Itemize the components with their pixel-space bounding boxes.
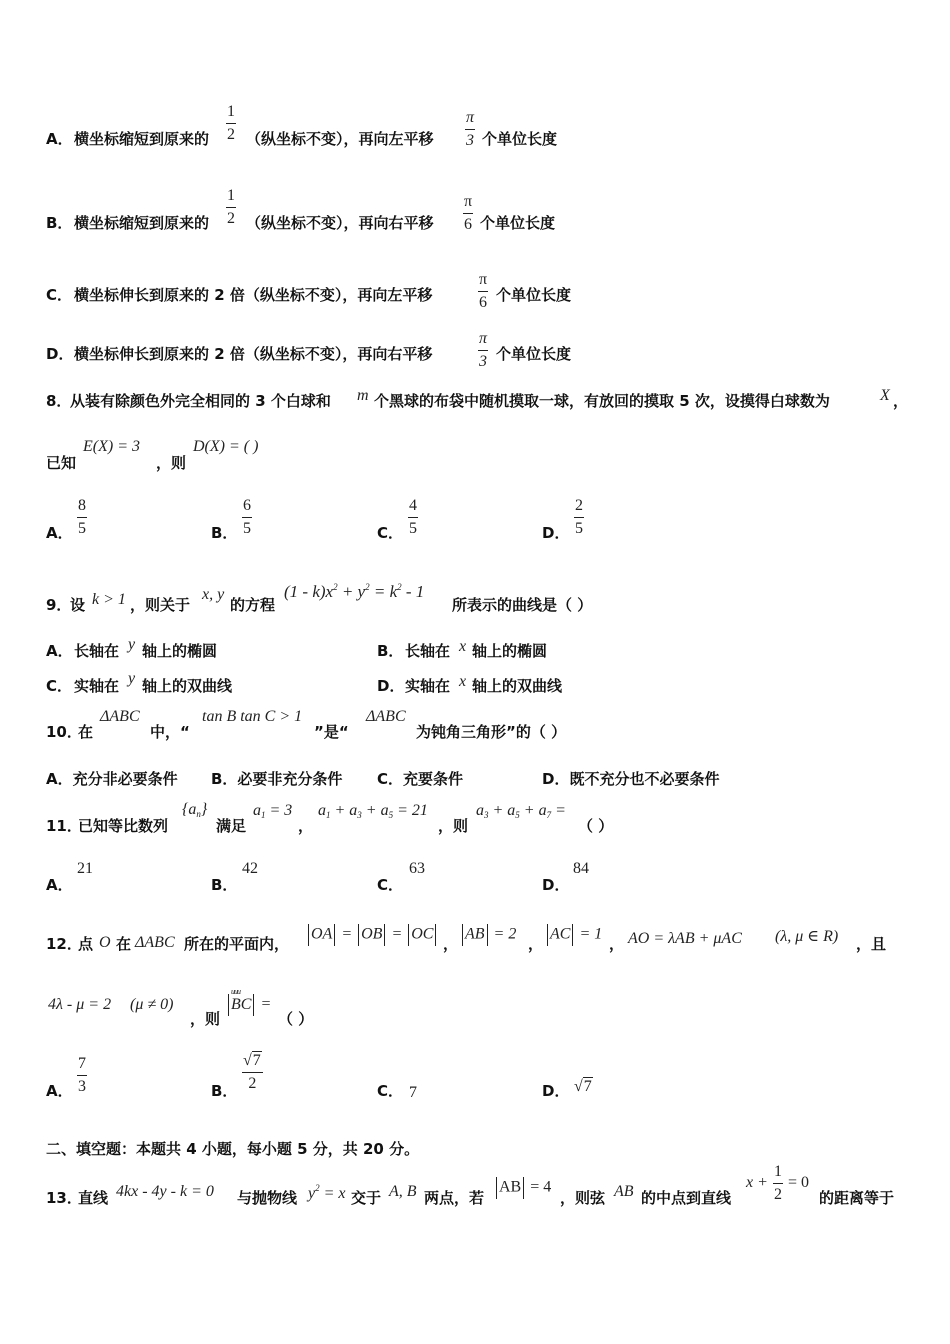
triangle-abc: ΔABC [366, 708, 406, 725]
option-value: √7 [574, 1078, 592, 1095]
section-heading: 二、填空题：本题共 4 小题，每小题 5 分，共 20 分。 [46, 1140, 420, 1158]
option-label[interactable]: A． [46, 876, 73, 894]
question-text: ， [528, 935, 544, 953]
question-text: ，则 [438, 817, 469, 835]
triangle-abc: ΔABC [135, 934, 175, 951]
option-text: 横坐标伸长到原来的 2 倍（纵坐标不变），再向左平移 [74, 286, 433, 304]
var-x: x [459, 638, 467, 655]
var-y: y [128, 670, 136, 687]
question-text: ， [298, 817, 314, 835]
option-c[interactable]: C．充要条件 [377, 770, 464, 788]
option-value: 63 [409, 860, 425, 877]
question-text: 直线 [78, 1189, 109, 1207]
question-text: ， [443, 935, 459, 953]
question-text: ，则弦 [560, 1189, 606, 1207]
option-value: 7 [409, 1084, 417, 1101]
option-text: 实轴在 [74, 677, 120, 695]
option-label[interactable]: D． [542, 876, 570, 894]
question-text: 从装有除颜色外完全相同的 3 个白球和 [70, 392, 331, 410]
option-text: 轴上的椭圆 [142, 642, 218, 660]
option-text: 长轴在 [405, 642, 451, 660]
parabola-equation: $y^2 = x$ [308, 1183, 346, 1202]
points-ab: A, B [389, 1183, 417, 1200]
question-text: 设 [70, 596, 86, 614]
question-text: ”是“ [314, 723, 349, 741]
target-sum: $a_3 + a_5 + a_7$ = [476, 802, 566, 820]
vector-bc-magnitude: uuu BC = [226, 994, 271, 1016]
option-fraction: 2 5 [575, 497, 583, 537]
question-text: ，则 [156, 454, 187, 472]
question-text: ， [893, 392, 909, 410]
expectation-formula: E(X) = 3 [83, 438, 140, 455]
variables: x, y [202, 586, 225, 603]
option-label[interactable]: D． [542, 524, 570, 542]
option-label[interactable]: B． [211, 524, 238, 542]
option-label[interactable]: A． [46, 524, 73, 542]
option-fraction: 4 5 [409, 497, 417, 537]
question-text: （ ） [578, 817, 614, 835]
fraction-one-half: 1 2 [227, 187, 235, 227]
option-text: 轴上的椭圆 [472, 642, 548, 660]
option-label[interactable]: C． [377, 876, 404, 894]
option-b[interactable]: B．必要非充分条件 [211, 770, 343, 788]
option-text: 个单位长度 [496, 286, 572, 304]
lambda-mu-equation: 4λ - μ = 2 [48, 996, 112, 1013]
option-fraction: 6 5 [243, 497, 251, 537]
option-label[interactable]: D． [377, 677, 405, 695]
question-text: 点 [78, 935, 94, 953]
fraction-one-half: 1 2 [227, 103, 235, 143]
directrix-rhs: = 0 [788, 1174, 810, 1191]
option-value: 21 [77, 860, 93, 877]
question-text: ，则关于 [130, 596, 191, 614]
question-number: 11． [46, 817, 82, 835]
point-o: O [99, 934, 111, 951]
question-text: 的中点到直线 [641, 1189, 732, 1207]
question-text: 的方程 [230, 596, 276, 614]
option-text: 个单位长度 [480, 214, 556, 232]
option-d[interactable]: D．既不充分也不必要条件 [542, 770, 720, 788]
line-equation: 4kx - 4y - k = 0 [116, 1183, 214, 1200]
fraction-one-half: 1 2 [774, 1163, 782, 1203]
option-text: 横坐标缩短到原来的 [74, 214, 210, 232]
directrix-lhs: x + [746, 1174, 768, 1191]
question-number: 10． [46, 723, 82, 741]
option-fraction: √7 2 [243, 1052, 261, 1092]
parameter-domain: (λ, μ ∈ R) [775, 928, 839, 945]
option-text: 轴上的双曲线 [142, 677, 233, 695]
var-m: m [357, 387, 369, 404]
question-text: 在 [78, 723, 94, 741]
question-text: ，且 [856, 935, 887, 953]
sequence-an: $\{a_n\}$ [182, 801, 208, 819]
option-label: A． [46, 130, 73, 148]
option-text: 个单位长度 [482, 130, 558, 148]
fraction-pi-over-6: π 6 [479, 271, 488, 311]
condition-formula: tan B tan C > 1 [202, 708, 303, 725]
question-number: 8． [46, 392, 72, 410]
option-text: 横坐标缩短到原来的 [74, 130, 210, 148]
question-text: 已知 [46, 454, 77, 472]
mu-condition: (μ ≠ 0) [130, 996, 174, 1013]
length-ac: AC = 1 [545, 924, 602, 946]
length-ab: AB = 2 [460, 924, 516, 946]
variance-formula: D(X) = ( ) [193, 438, 259, 455]
question-text: 所在的平面内， [184, 935, 290, 953]
question-text: 个黑球的布袋中随机摸取一球，有放回的摸取 5 次，设摸得白球数为 [374, 392, 830, 410]
option-text: 实轴在 [405, 677, 451, 695]
option-text: 横坐标伸长到原来的 2 倍（纵坐标不变），再向右平移 [74, 345, 433, 363]
chord-ab: AB [614, 1183, 634, 1200]
question-text: 交于 [351, 1189, 382, 1207]
condition-sum: $a_1 + a_3 + a_5 = 21$ [318, 802, 428, 820]
option-value: 42 [242, 860, 258, 877]
option-text: 轴上的双曲线 [472, 677, 563, 695]
question-text: 为钝角三角形”的（ ） [416, 723, 567, 741]
option-label[interactable]: A． [46, 1082, 73, 1100]
condition-formula: k > 1 [92, 591, 126, 608]
option-text: （纵坐标不变），再向左平移 [246, 130, 434, 148]
question-text: 两点，若 [424, 1189, 485, 1207]
question-number: 13． [46, 1189, 82, 1207]
option-text: 长轴在 [74, 642, 120, 660]
question-text: 已知等比数列 [78, 817, 169, 835]
var-x: x [459, 673, 467, 690]
option-text: 个单位长度 [496, 345, 572, 363]
fraction-pi-over-3: π 3 [466, 109, 475, 149]
option-a[interactable]: A．充分非必要条件 [46, 770, 178, 788]
question-text: 中，“ [150, 723, 190, 741]
question-text: ， [609, 935, 625, 953]
question-text: （ ） [278, 1010, 314, 1028]
triangle-abc: ΔABC [100, 708, 140, 725]
question-text: 满足 [216, 817, 247, 835]
option-label: D． [46, 345, 74, 363]
equal-magnitudes: OA = OB = OC [306, 924, 438, 946]
fraction-pi-over-3: π 3 [479, 330, 488, 370]
question-text: 与抛物线 [237, 1189, 298, 1207]
question-text: 在 [116, 935, 132, 953]
option-label[interactable]: A． [46, 642, 73, 660]
question-text: 所表示的曲线是（ ） [452, 596, 593, 614]
option-label[interactable]: C． [377, 524, 404, 542]
question-text: ，则 [190, 1010, 221, 1028]
option-label[interactable]: C． [377, 1082, 404, 1100]
option-label[interactable]: B． [377, 642, 404, 660]
var-x: X [880, 387, 890, 404]
option-label[interactable]: B． [211, 1082, 238, 1100]
option-label: B． [46, 214, 73, 232]
option-text: （纵坐标不变），再向右平移 [246, 214, 434, 232]
fraction-pi-over-6: π 6 [464, 193, 473, 233]
option-value: 84 [573, 860, 589, 877]
var-y: y [128, 636, 136, 653]
question-number: 9． [46, 596, 72, 614]
vector-equation: AO = λAB + μAC [628, 930, 742, 947]
chord-length: AB = 4 [494, 1177, 551, 1199]
question-number: 12． [46, 935, 82, 953]
equation: $(1 - k)x^2 + y^2 = k^2 - 1$ [284, 582, 425, 601]
option-fraction: 7 3 [78, 1055, 86, 1095]
question-text: 的距离等于 [819, 1189, 895, 1207]
option-label[interactable]: D． [542, 1082, 570, 1100]
option-fraction: 8 5 [78, 497, 86, 537]
option-label[interactable]: B． [211, 876, 238, 894]
condition-a1: $a_1 = 3$ [253, 802, 293, 820]
option-label: C． [46, 286, 73, 304]
option-label[interactable]: C． [46, 677, 73, 695]
